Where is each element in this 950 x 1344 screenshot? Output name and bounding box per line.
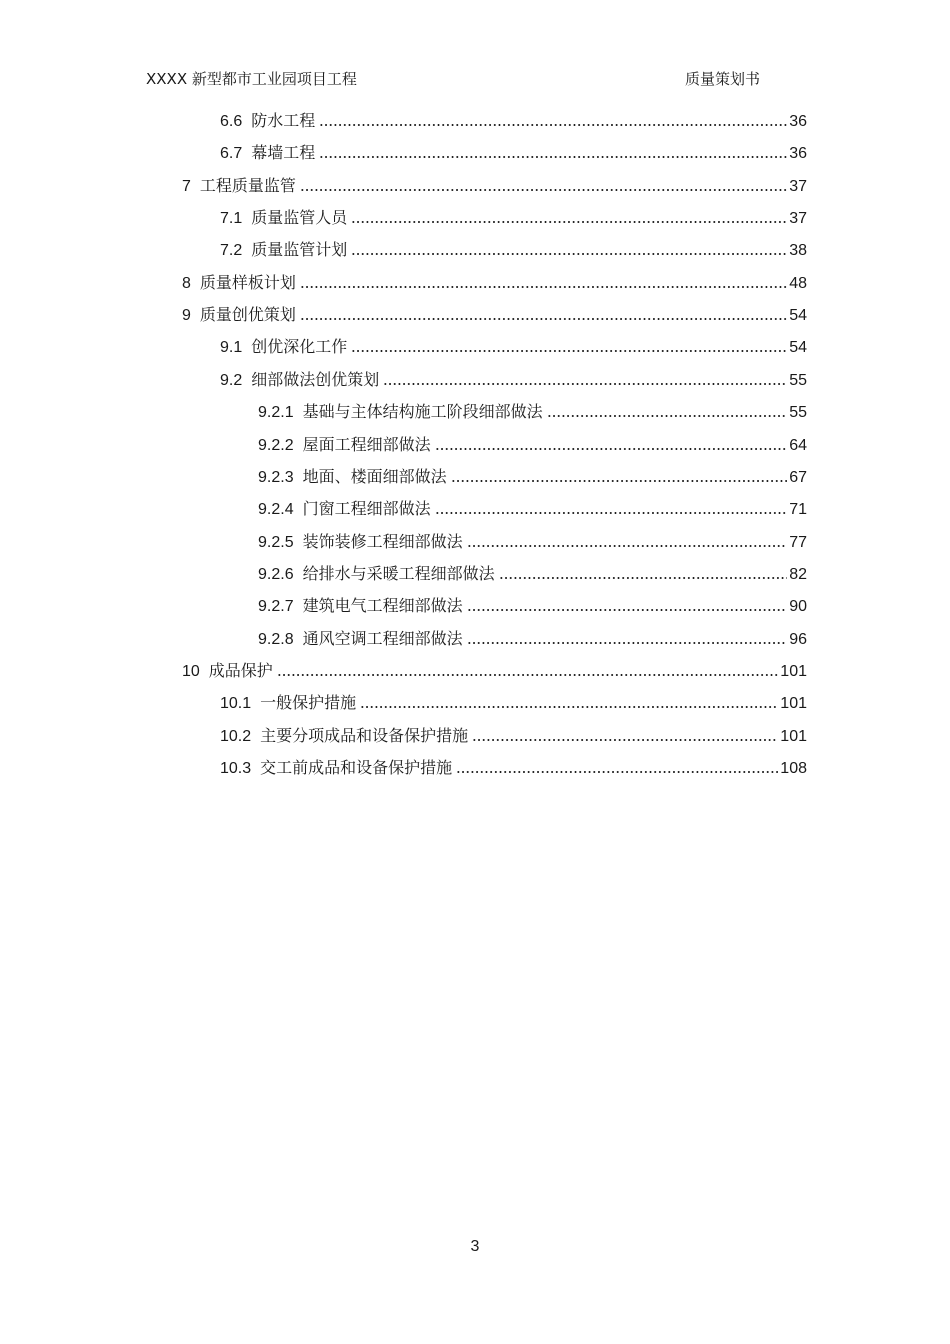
toc-entry-number: 9.1 xyxy=(220,339,243,357)
toc-entry-title: 创优深化工作 xyxy=(251,337,348,357)
toc-entry[interactable] xyxy=(220,331,807,357)
toc-entry-number: 10 xyxy=(182,662,200,680)
toc-dot-leader xyxy=(435,435,788,451)
toc-entry-page: 77 xyxy=(789,533,807,551)
toc-dot-leader xyxy=(547,402,788,418)
toc-entry-title: 屋面工程细部做法 xyxy=(302,434,431,454)
toc-entry-number: 9.2.8 xyxy=(258,630,294,648)
toc-entry[interactable] xyxy=(258,623,807,649)
toc-dot-leader xyxy=(351,337,787,353)
toc-entry-title: 质量创优策划 xyxy=(199,305,296,325)
toc-entry-title: 一般保护措施 xyxy=(260,693,357,713)
toc-entry-page: 64 xyxy=(789,436,807,454)
toc-entry-page: 55 xyxy=(789,404,807,422)
toc-dot-leader xyxy=(499,564,788,580)
toc-entry-title: 幕墙工程 xyxy=(251,143,316,163)
toc-entry[interactable] xyxy=(258,396,807,422)
toc-entry-page: 82 xyxy=(789,565,807,583)
header-document-title: 质量策划书 xyxy=(685,70,761,88)
toc-entry[interactable] xyxy=(182,655,807,681)
toc-entry[interactable] xyxy=(220,364,807,390)
toc-entry-page: 90 xyxy=(789,598,807,616)
toc-dot-leader xyxy=(456,758,778,774)
toc-entry-page: 101 xyxy=(780,727,807,745)
toc-entry-title: 成品保护 xyxy=(208,660,273,680)
toc-entry-page: 67 xyxy=(789,468,807,486)
toc-entry-page: 54 xyxy=(789,307,807,325)
toc-dot-leader xyxy=(360,693,778,709)
toc-dot-leader xyxy=(467,596,788,612)
toc-dot-leader xyxy=(472,726,778,742)
toc-entry-number: 9 xyxy=(182,307,191,325)
toc-entry-page: 37 xyxy=(789,210,807,228)
toc-entry-page: 101 xyxy=(780,662,807,680)
toc-dot-leader xyxy=(383,370,787,386)
toc-entry-page: 38 xyxy=(789,242,807,260)
toc-entry-number: 10.3 xyxy=(220,760,252,777)
toc-entry-title: 装饰装修工程细部做法 xyxy=(302,531,463,551)
toc-entry[interactable] xyxy=(220,137,807,163)
toc-entry[interactable] xyxy=(258,461,807,487)
toc-entry-page: 48 xyxy=(789,274,807,292)
toc-dot-leader xyxy=(351,240,787,256)
toc-entry-title: 质量监管计划 xyxy=(251,240,348,260)
toc-entry-title: 质量监管人员 xyxy=(251,208,348,228)
toc-entry-number: 9.2.2 xyxy=(258,436,294,454)
toc-entry[interactable] xyxy=(258,526,807,552)
toc-entry-number: 9.2.1 xyxy=(258,404,294,422)
toc-dot-leader xyxy=(451,467,788,483)
toc-dot-leader xyxy=(319,111,787,127)
toc-entry-page: 36 xyxy=(789,113,807,130)
toc-entry-number: 9.2.3 xyxy=(258,468,294,486)
toc-entry[interactable] xyxy=(258,429,807,455)
toc-entry-number: 9.2.7 xyxy=(258,598,294,616)
toc-entry-title: 交工前成品和设备保护措施 xyxy=(260,758,453,777)
toc-entry-title: 质量样板计划 xyxy=(199,272,296,292)
toc-entry-title: 工程质量监管 xyxy=(199,175,296,195)
toc-dot-leader xyxy=(319,143,787,159)
toc-entry[interactable] xyxy=(220,234,807,260)
toc-entry-title: 防水工程 xyxy=(251,111,316,130)
toc-dot-leader xyxy=(300,176,787,192)
toc-entry-title: 地面、楼面细部做法 xyxy=(302,466,447,486)
toc-entry[interactable] xyxy=(258,590,807,616)
toc-entry-page: 96 xyxy=(789,630,807,648)
toc-entry-title: 给排水与采暖工程细部做法 xyxy=(302,563,495,583)
toc-entry-number: 9.2 xyxy=(220,371,243,389)
toc-entry-title: 通风空调工程细部做法 xyxy=(302,628,463,648)
toc-entry-title: 主要分项成品和设备保护措施 xyxy=(260,725,469,745)
toc-entry[interactable] xyxy=(220,752,807,778)
toc-dot-leader xyxy=(467,532,788,548)
toc-entry-number: 9.2.6 xyxy=(258,565,294,583)
toc-entry-number: 6.6 xyxy=(220,113,243,130)
toc-entry-page: 108 xyxy=(780,760,807,777)
toc-entry-number: 8 xyxy=(182,274,191,292)
toc-dot-leader xyxy=(467,629,788,645)
toc-entry[interactable] xyxy=(220,687,807,713)
toc-entry-title: 建筑电气工程细部做法 xyxy=(302,596,463,616)
toc-entry[interactable] xyxy=(258,493,807,519)
toc-entry-number: 7 xyxy=(182,177,191,195)
toc-entry-page: 55 xyxy=(789,371,807,389)
toc-entry-title: 门窗工程细部做法 xyxy=(302,499,431,519)
toc-entry-title: 基础与主体结构施工阶段细部做法 xyxy=(302,402,543,422)
page-number: 3 xyxy=(470,1238,480,1255)
toc-entry[interactable] xyxy=(182,299,807,325)
toc-dot-leader xyxy=(300,305,787,321)
toc-dot-leader xyxy=(435,499,788,515)
toc-entry[interactable] xyxy=(182,267,807,293)
toc-dot-leader xyxy=(351,208,787,224)
toc-entry-number: 10.2 xyxy=(220,727,252,745)
toc-entry[interactable] xyxy=(258,558,807,584)
toc-dot-leader xyxy=(277,661,778,677)
toc-dot-leader xyxy=(300,273,787,289)
toc-entry-number: 9.2.4 xyxy=(258,501,294,519)
toc-entry-number: 9.2.5 xyxy=(258,533,294,551)
toc-entry-page: 36 xyxy=(789,145,807,163)
toc-entry-number: 10.1 xyxy=(220,695,252,713)
toc-entry-number: 6.7 xyxy=(220,145,243,163)
toc-entry-title: 细部做法创优策划 xyxy=(251,369,380,389)
toc-entry[interactable] xyxy=(220,202,807,228)
toc-entry-number: 7.2 xyxy=(220,242,243,260)
toc-entry-number: 7.1 xyxy=(220,210,243,228)
toc-entry[interactable] xyxy=(220,720,807,746)
toc-entry-page: 101 xyxy=(780,695,807,713)
toc-entry-page: 37 xyxy=(789,177,807,195)
toc-entry[interactable] xyxy=(220,105,807,131)
header-project-title: XXXX 新型都市工业园项目工程 xyxy=(146,70,357,88)
toc-entry-page: 71 xyxy=(789,501,807,519)
toc-entry[interactable] xyxy=(182,170,807,196)
page-header xyxy=(0,66,950,94)
toc-entry-page: 54 xyxy=(789,339,807,357)
